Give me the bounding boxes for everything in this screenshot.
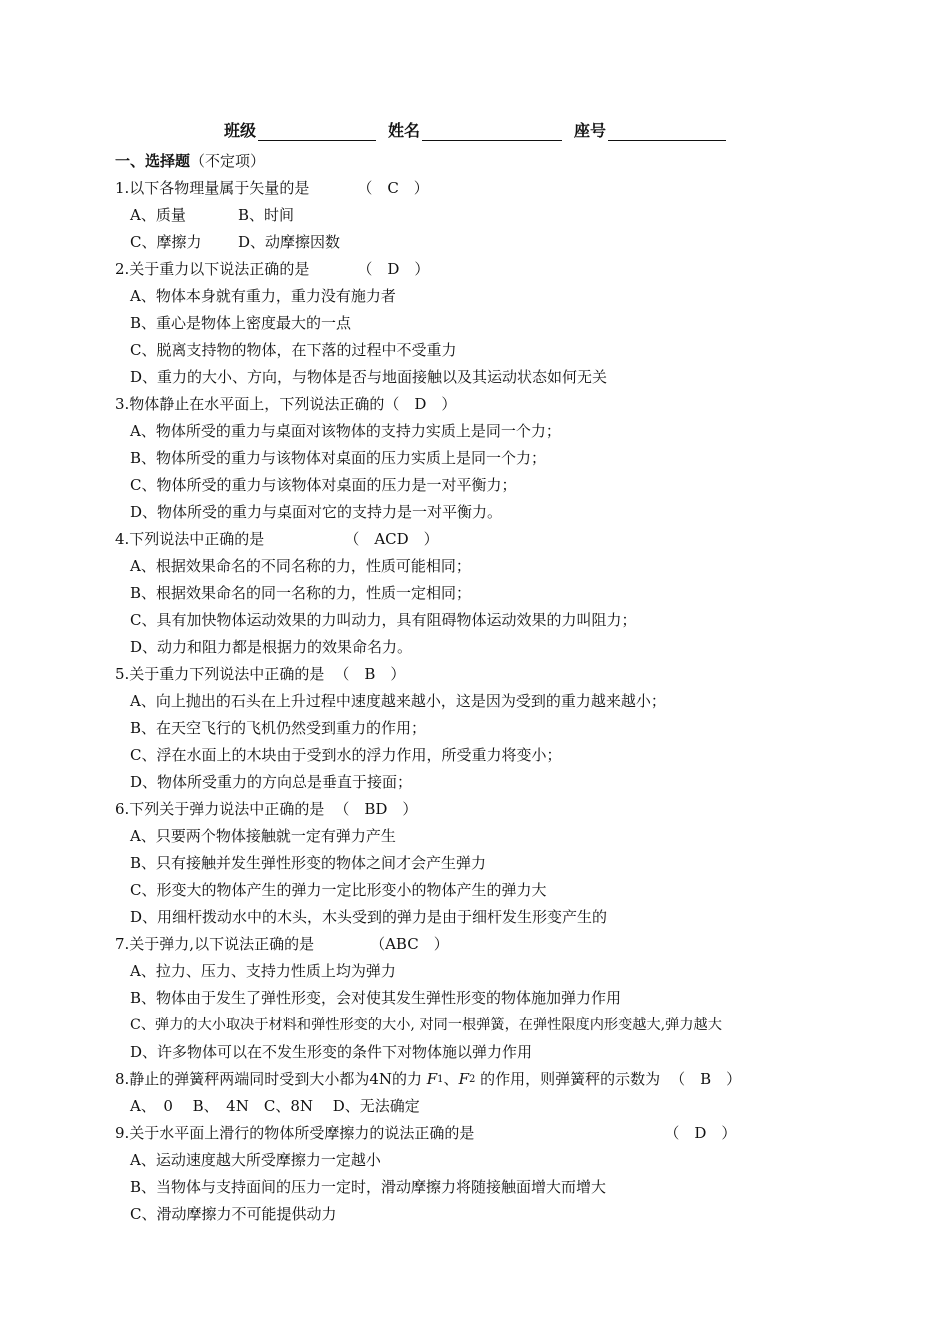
question-stem: 7.关于弹力,以下说法正确的是	[115, 935, 315, 953]
option-b: B、根据效果命名的同一名称的力，性质一定相同；	[130, 584, 472, 602]
name-label: 姓名	[387, 121, 420, 140]
answer: （ D ）	[384, 395, 457, 413]
questions	[115, 148, 855, 1228]
question-4	[115, 526, 855, 553]
option-c: C、物体所受的重力与该物体对桌面的压力是一对平衡力；	[130, 476, 517, 494]
question-stem: 1.以下各物理量属于矢量的是	[115, 179, 310, 197]
option-b: B、重心是物体上密度最大的一点	[130, 314, 352, 332]
answer: （ BD ）	[334, 800, 418, 818]
answer: （ ACD ）	[344, 530, 439, 548]
option-d: D、物体所受的重力与桌面对它的支持力是一对平衡力。	[130, 503, 503, 521]
option-b: B、物体由于发生了弹性形变，会对使其发生弹性形变的物体施加弹力作用	[130, 989, 622, 1007]
option-c: C、弹力的大小取决于材料和弹性形变的大小, 对同一根弹簧，在弹性限度内形变越大,弹力越大	[130, 1017, 722, 1033]
option-a: A、物体本身就有重力，重力没有施力者	[130, 287, 396, 305]
question-stem: 4.下列说法中正确的是	[115, 530, 265, 548]
subscript: 1	[437, 1074, 444, 1085]
question-stem-post: 的作用，则弹簧秤的示数为	[475, 1070, 661, 1088]
question-1	[115, 175, 855, 202]
question-stem: 6.下列关于弹力说法中正确的是	[115, 800, 325, 818]
question-stem: 9.关于水平面上滑行的物体所受摩擦力的说法正确的是	[115, 1124, 475, 1142]
option-a: A、物体所受的重力与桌面对该物体的支持力实质上是同一个力；	[130, 422, 561, 440]
option-d: D、用细杆拨动水中的木头，木头受到的弹力是由于细杆发生形变产生的	[130, 908, 608, 926]
option-c: C、具有加快物体运动效果的力叫动力，具有阻碍物体运动效果的力叫阻力；	[130, 611, 637, 629]
option-a: A、向上抛出的石头在上升过程中速度越来越小，这是因为受到的重力越来越小；	[130, 692, 666, 710]
answer: （ D ）	[357, 260, 430, 278]
option-a: A、根据效果命名的不同名称的力，性质可能相同；	[130, 557, 471, 575]
seat-blank[interactable]	[608, 124, 726, 141]
options-row	[115, 202, 855, 229]
question-3	[115, 391, 855, 418]
section-note: （不定项）	[190, 152, 266, 170]
student-info-header	[0, 118, 950, 141]
option-c: C、摩擦力	[130, 233, 202, 251]
section-title: 一、选择题	[115, 152, 191, 170]
options-row: A、 0 B、 4N C、8N D、无法确定	[130, 1097, 420, 1115]
question-5	[115, 661, 855, 688]
option-a: A、拉力、压力、支持力性质上均为弹力	[130, 962, 396, 980]
class-label: 班级	[223, 121, 256, 140]
question-9	[115, 1120, 855, 1147]
option-b: B、物体所受的重力与该物体对桌面的压力实质上是同一个力；	[130, 449, 547, 467]
question-7	[115, 931, 855, 958]
option-c: C、浮在水面上的木块由于受到水的浮力作用，所受重力将变小；	[130, 746, 562, 764]
class-field	[224, 118, 376, 141]
answer: （ B ）	[670, 1070, 742, 1088]
option-a: A、只要两个物体接触就一定有弹力产生	[130, 827, 396, 845]
separator: 、	[443, 1070, 459, 1088]
question-8	[115, 1066, 855, 1093]
force-symbol: F	[458, 1070, 469, 1088]
answer: （ C ）	[357, 179, 429, 197]
question-6	[115, 796, 855, 823]
option-c: C、形变大的物体产生的弹力一定比形变小的物体产生的弹力大	[130, 881, 547, 899]
option-c: C、脱离支持物的物体，在下落的过程中不受重力	[130, 341, 457, 359]
option-d: D、许多物体可以在不发生形变的条件下对物体施以弹力作用	[130, 1043, 533, 1061]
option-b: B、只有接触并发生弹性形变的物体之间才会产生弹力	[130, 854, 487, 872]
class-blank[interactable]	[258, 124, 376, 141]
question-stem: 2.关于重力以下说法正确的是	[115, 260, 310, 278]
question-stem: 3.物体静止在水平面上，下列说法正确的	[115, 395, 385, 413]
option-d: D、重力的大小、方向，与物体是否与地面接触以及其运动状态如何无关	[130, 368, 608, 386]
options-row	[115, 229, 855, 256]
question-stem-pre: 8.静止的弹簧秤两端同时受到大小都为4N的力	[115, 1070, 427, 1088]
answer: （ABC ）	[370, 935, 449, 953]
answer: （ B ）	[334, 665, 406, 683]
question-2	[115, 256, 855, 283]
section-heading	[115, 148, 855, 175]
force-symbol: F	[426, 1070, 438, 1088]
option-b: B、在天空飞行的飞机仍然受到重力的作用；	[130, 719, 427, 737]
option-d: D、动力和阻力都是根据力的效果命名力。	[130, 638, 413, 656]
option-a: A、运动速度越大所受摩擦力一定越小	[130, 1151, 381, 1169]
name-field	[388, 118, 562, 141]
question-stem: 5.关于重力下列说法中正确的是	[115, 665, 325, 683]
option-d: D、物体所受重力的方向总是垂直于接面；	[130, 773, 413, 791]
seat-field	[574, 118, 726, 141]
subscript: 2	[468, 1074, 476, 1085]
option-b: B、时间	[238, 206, 295, 224]
seat-label: 座号	[574, 121, 607, 140]
option-d: D、动摩擦因数	[238, 233, 341, 251]
option-c: C、滑动摩擦力不可能提供动力	[130, 1205, 337, 1223]
option-a: A、质量	[130, 206, 186, 224]
name-blank[interactable]	[422, 124, 562, 141]
answer: （ D ）	[664, 1124, 737, 1142]
option-b: B、当物体与支持面间的压力一定时，滑动摩擦力将随接触面增大而增大	[130, 1178, 607, 1196]
